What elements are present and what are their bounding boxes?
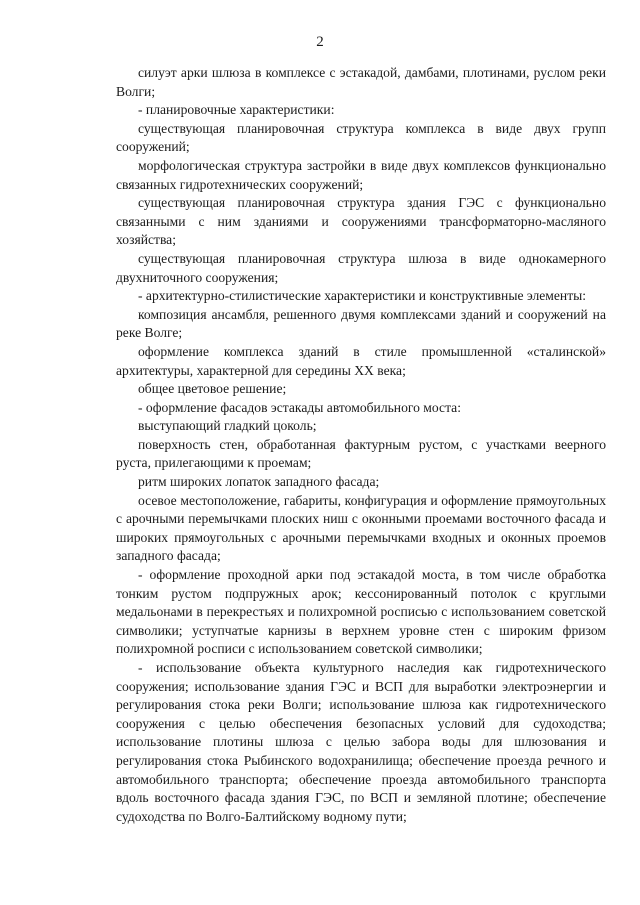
paragraph: осевое местоположение, габариты, конфигурация и оформление прямоугольных с арочными перемычками плоских ниш с оконными проемами восточного фасада и широких прямоугольных с арочными перемычками входных и оконных проемов западного фасада; (116, 492, 606, 564)
paragraph: - использование объекта культурного наследия как гидротехнического сооружения; использование здания ГЭС и ВСП для выработки электроэнергии и регулирования стока реки Волги; использование шлюза как гидротехнического сооружения с целью обеспечения безопасных условий для судоходства; использование плотины шлюза с целью забора воды для шлюзования и регулирования стока Рыбинского водохранилища; обеспечение проезда речного и автомобильного транспорта; обеспечение проезда автомобильного транспорта вдоль восточного фасада здания ГЭС, по ВСП и земляной плотине; обеспечение судоходства по Волго-Балтийскому водному пути; (116, 660, 606, 824)
paragraph: морфологическая структура застройки в виде двух комплексов функционально связанных гидротехнических сооружений; (116, 157, 606, 192)
paragraph: композиция ансамбля, решенного двумя комплексами зданий и сооружений на реке Волге; (116, 306, 606, 341)
paragraph: оформление комплекса зданий в стиле промышленной «сталинской» архитектуры, характерной для середины XX века; (116, 343, 606, 378)
document-body (116, 64, 606, 826)
paragraph: существующая планировочная структура шлюза в виде однокамерного двухниточного сооружения; (116, 250, 606, 285)
paragraph: - архитектурно-стилистические характеристики и конструктивные элементы: (138, 288, 587, 304)
paragraph: общее цветовое решение; (138, 381, 287, 397)
paragraph: силуэт арки шлюза в комплексе с эстакадой, дамбами, плотинами, руслом реки Волги; (116, 65, 606, 99)
paragraph: - оформление проходной арки под эстакадой моста, в том числе обработка тонким рустом подпружных арок; кессонированный потолок с круглыми медальонами в перекрестьях и полихромной росписью с использованием советской символики; уступчатые карнизы в верхнем уровне стен с широким фризом полихромной росписи с использованием советской символики; (116, 567, 606, 657)
paragraph: выступающий гладкий цоколь; (138, 418, 317, 434)
paragraph: ритм широких лопаток западного фасада; (138, 474, 380, 490)
paragraph: существующая планировочная структура комплекса в виде двух групп сооружений; (116, 120, 606, 155)
page-number: 2 (316, 34, 324, 50)
paragraph: - оформление фасадов эстакады автомобильного моста: (138, 399, 461, 415)
paragraph: существующая планировочная структура здания ГЭС с функционально связанными с ним зданиями и сооружениями трансформаторно-масляного хозяйства; (116, 195, 606, 248)
paragraph: поверхность стен, обработанная фактурным рустом, с участками веерного руста, прилегающими к проемам; (116, 436, 606, 471)
paragraph: - планировочные характеристики: (138, 102, 335, 118)
